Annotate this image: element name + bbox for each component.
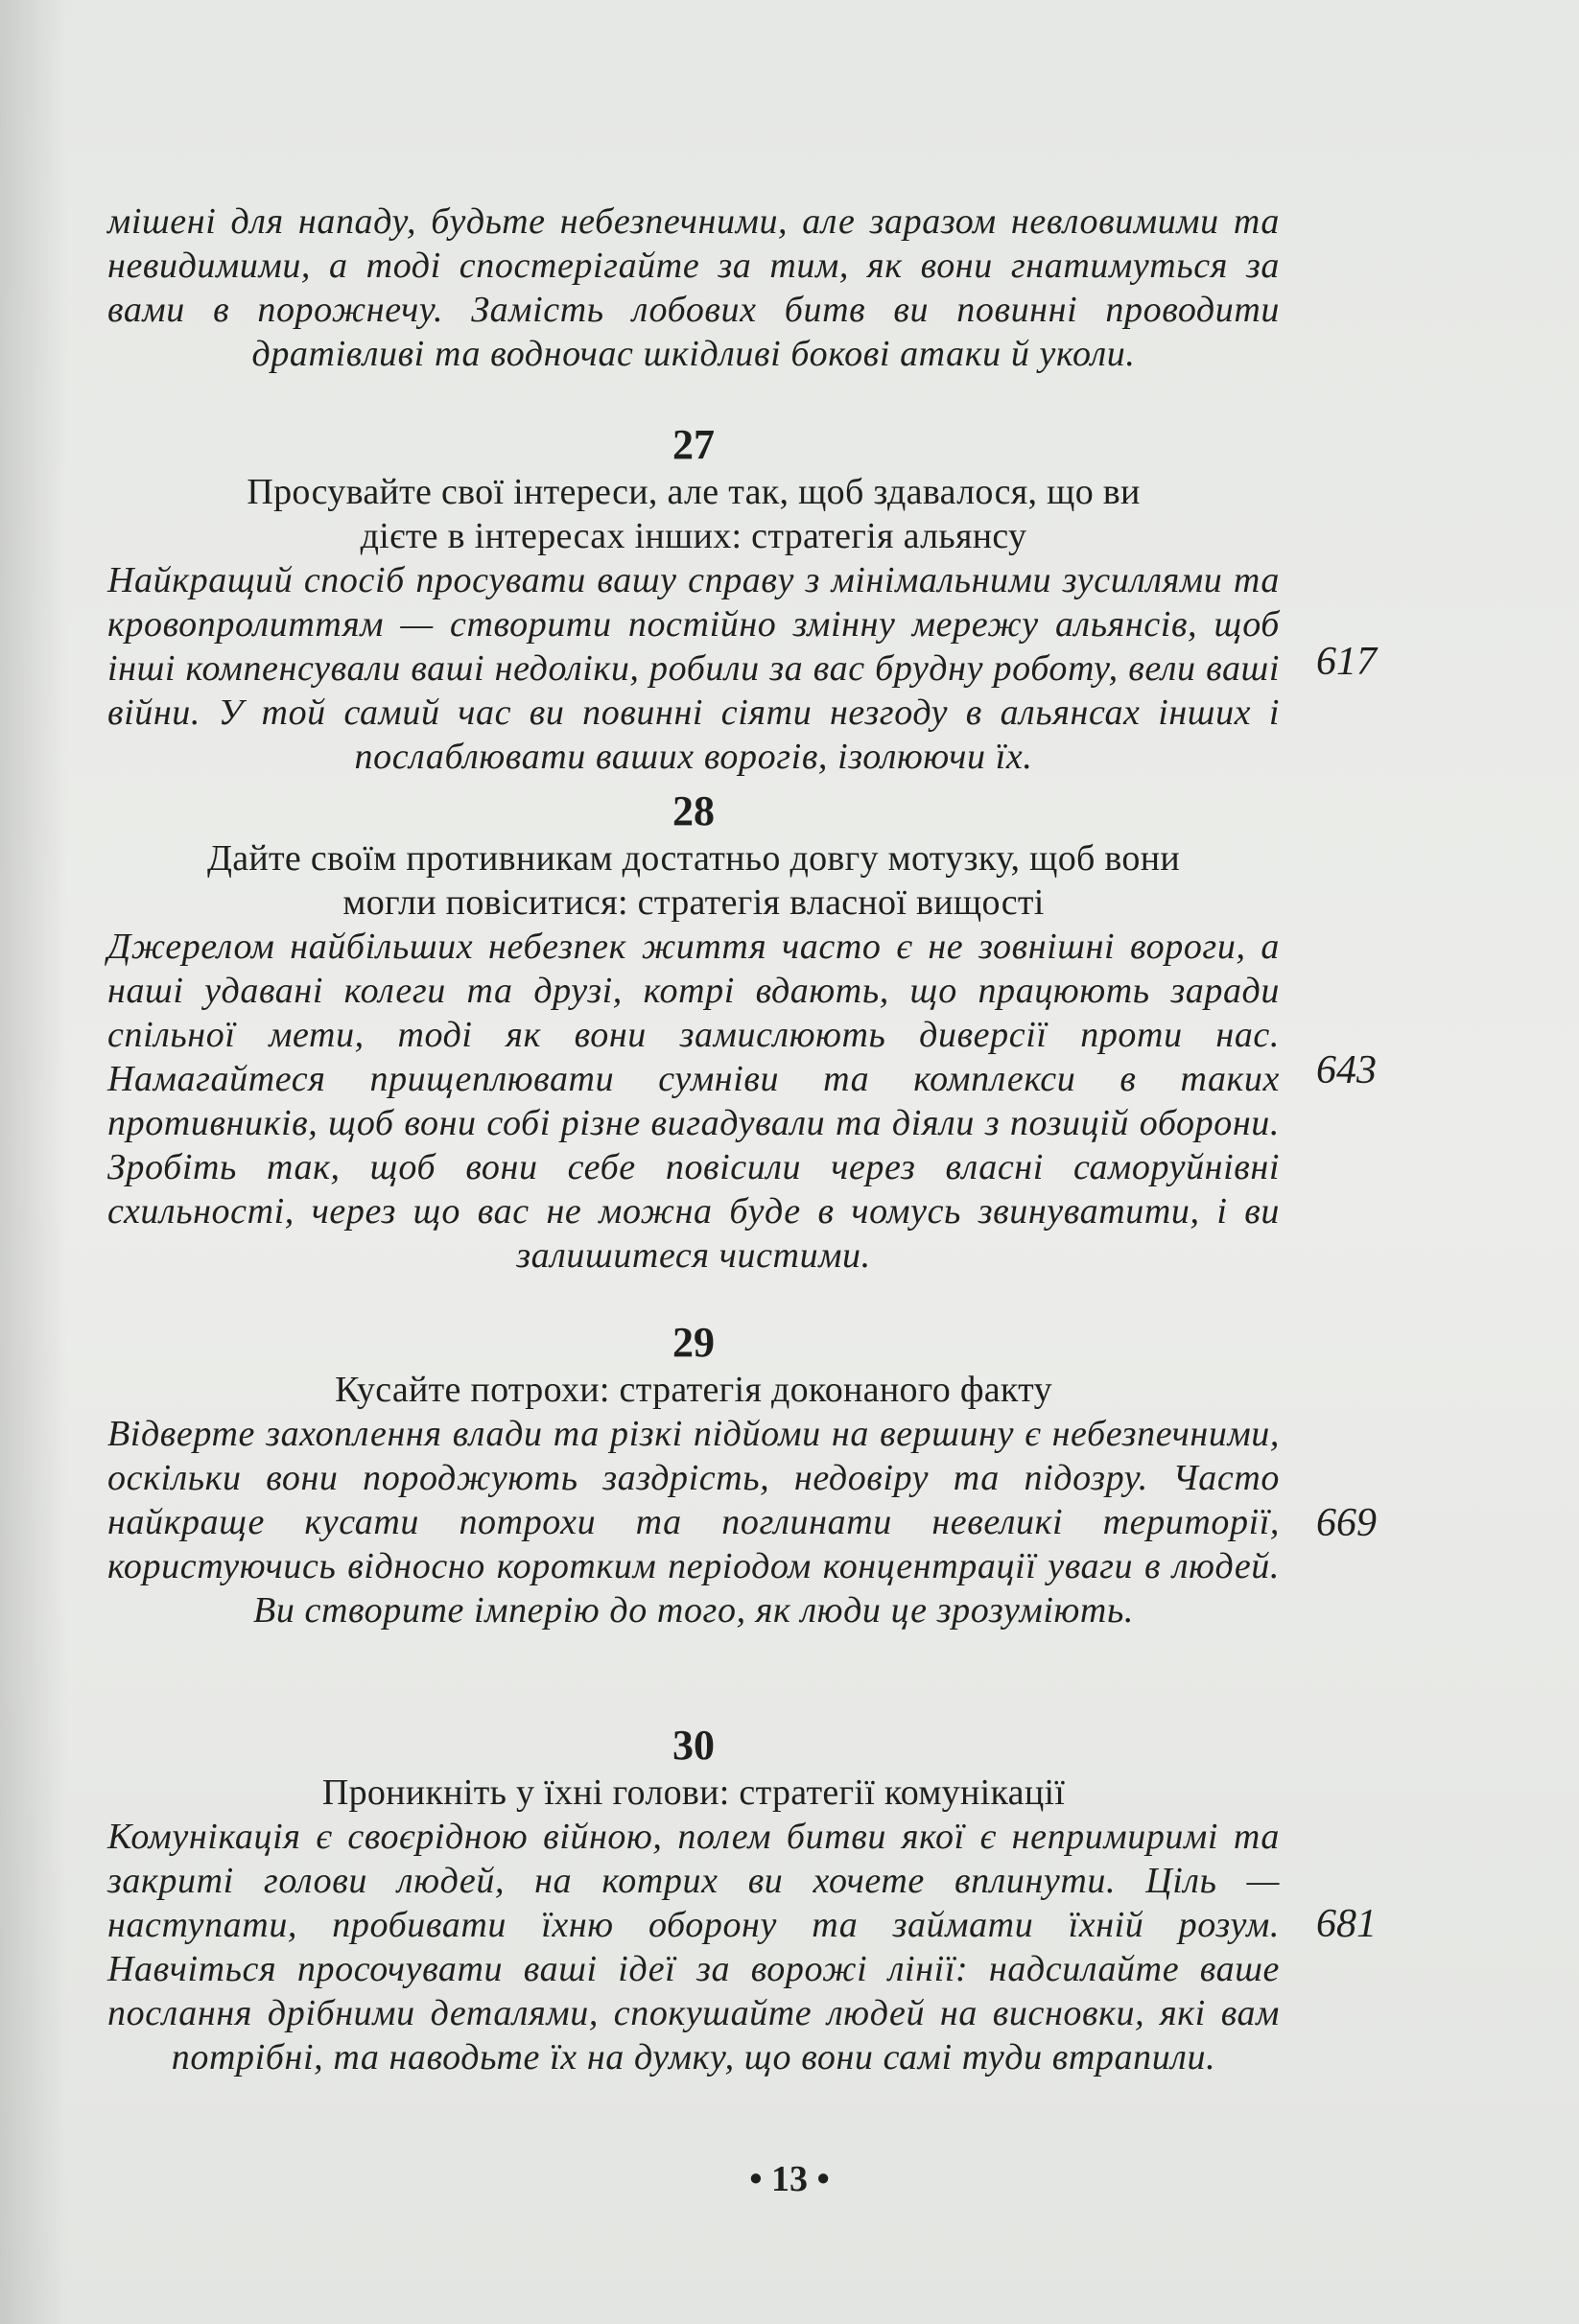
toc-entry-27 — [107, 420, 1280, 779]
entry-description: Відверте захоплення влади та різкі підйоми на вершину є небезпечними, оскільки вони породжують заздрість, недовіру та підозру. Часто найкраще кусати потрохи та поглинати невеликі території, користуючись відносно коротким періодом концентрації уваги в людей. Ви створите імперію до того, як люди це зрозуміють. — [107, 1414, 1280, 1631]
entry-page-number: 643 — [1316, 1048, 1377, 1092]
entry-page-number: 617 — [1316, 640, 1377, 684]
entry-number: 30 — [672, 1722, 715, 1769]
intro-block — [107, 200, 1280, 376]
entry-title: Кусайте потрохи: стратегія доконаного факту — [335, 1370, 1052, 1410]
intro-description: мішені для нападу, будьте небезпечними, але заразом невловимими та невидимими, а тоді спостерігайте за тим, як вони гнатимуться за вами в порожнечу. Замість лобових битв ви повинні проводити дратівливі та водночас шкідливі бокові атаки й уколи. — [107, 201, 1280, 374]
entry-page-number: 681 — [1316, 1902, 1377, 1946]
entry-title: Просувайте свої інтереси, але так, щоб здавалося, що ви дієте в інтересах інших: стратегія альянсу — [247, 472, 1141, 556]
entry-description: Комунікація є своєрідною війною, полем битви якої є непримиримі та закриті голови людей, на котрих ви хочете вплинути. Ціль — наступати, пробивати їхню оборону та займати їхній розум. Навчіться просочувати ваші ідеї за ворожі лінії: надсилайте ваше послання дрібними деталями, спокушайте людей на висновки, які вам потрібні, та наводьте їх на думку, що вони самі туди втрапили. — [107, 1817, 1280, 2078]
entry-page-number: 669 — [1316, 1501, 1377, 1545]
toc-entry-28 — [107, 786, 1280, 1278]
toc-entry-29 — [107, 1318, 1280, 1632]
entry-title: Проникніть у їхні голови: стратегії комунікації — [321, 1772, 1066, 1813]
entry-number: 28 — [672, 787, 715, 834]
entry-number: 27 — [672, 421, 715, 468]
toc-entry-30 — [107, 1721, 1280, 2079]
entry-description: Джерелом найбільших небезпек життя часто є не зовнішні вороги, а наші удавані колеги та друзі, котрі вдають, що працюють заради спільної мети, тоді як вони замислюють диверсії проти нас. Намагайтеся прищеплювати сумніви та комплекси в таких противників, щоб вони собі різне вигадували та діяли з позицій оборони. Зробіть так, щоб вони себе повісили через власні саморуйнівні схильності, через що вас не можна буде в чомусь звинуватити, і ви залишитеся чистими. — [107, 927, 1280, 1276]
page-footer-number: • 13 • — [749, 2159, 830, 2199]
entry-number: 29 — [672, 1319, 715, 1366]
page-edge-shadow — [0, 0, 67, 2324]
entry-title: Дайте своїм противникам достатньо довгу мотузку, щоб вони могли повіситися: стратегія власної вищості — [206, 838, 1180, 923]
entry-description: Найкращий спосіб просувати вашу справу з мінімальними зусиллями та кровопролиттям — створити постійно змінну мережу альянсів, щоб інші компенсували ваші недоліки, робили за вас брудну роботу, вели ваші війни. У той самий час ви повинні сіяти незгоду в альянсах інших і послаблювати ваших ворогів, ізолюючи їх. — [107, 560, 1280, 777]
